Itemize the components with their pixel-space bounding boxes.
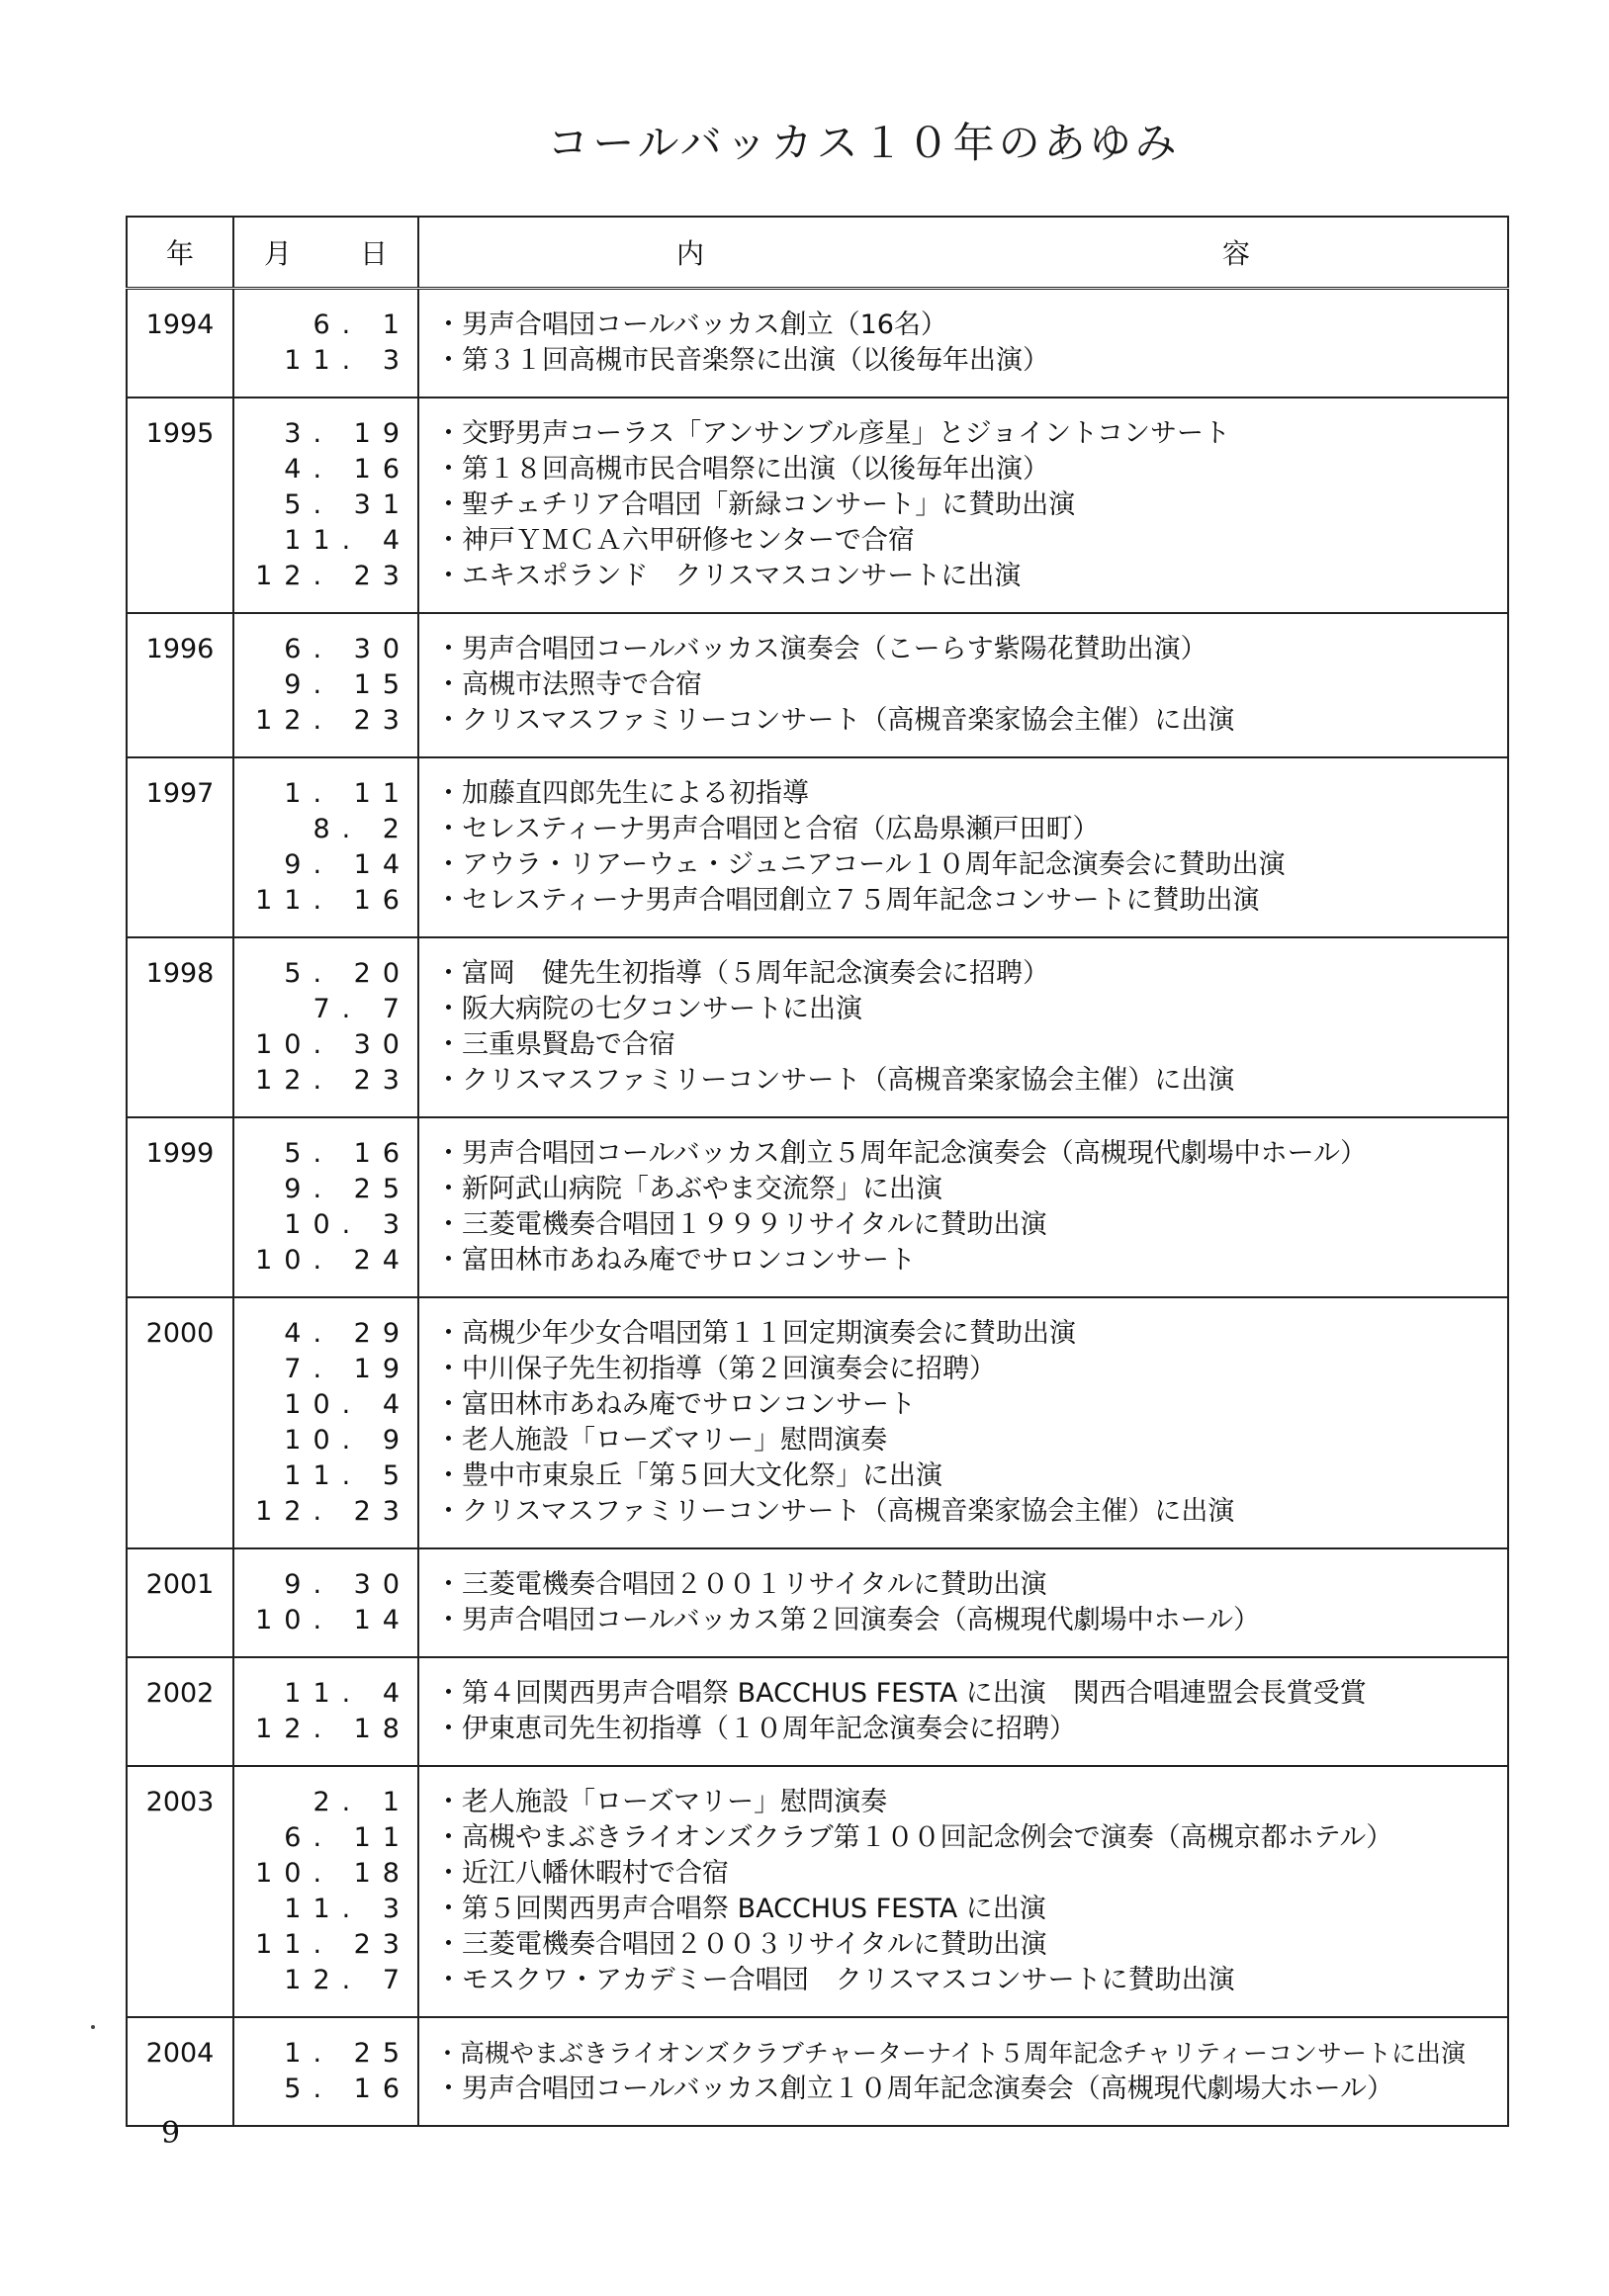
event-item: ・第３１回高槻市民音楽祭に出演（以後毎年出演） [435,345,1049,376]
event-item: ・中川保子先生初指導（第２回演奏会に招聘） [435,1354,996,1384]
event-item: ・男声合唱団コールバッカス創立１０周年記念演奏会（高槻現代劇場大ホール） [435,2074,1394,2104]
row-dates [233,2017,418,2126]
table-row [127,1657,1508,1766]
date-entry: 12. 23 [255,561,411,591]
event-item: ・豊中市東泉丘「第５回大文化祭」に出演 [435,1460,942,1491]
event-item: ・新阿武山病院「あぶやま交流祭」に出演 [435,1174,942,1204]
row-year: 2001 [127,1548,233,1657]
table-row [127,1297,1508,1548]
page-number: 9 [161,2116,181,2151]
table-row [127,937,1508,1117]
date-entry: 12. 23 [255,1065,411,1096]
date-entry: 11. 3 [284,1894,411,1924]
header-day: 日 [359,237,388,270]
row-dates [233,1117,418,1297]
date-entry: 11. 4 [284,1678,411,1709]
date-entry: 12. 23 [255,1496,411,1527]
date-entry: 9. 30 [284,1569,411,1600]
date-entry: 11. 5 [284,1460,411,1491]
date-entry: 12. 7 [284,1965,411,1995]
event-item: ・三重県賢島で合宿 [435,1029,675,1060]
event-item: ・男声合唱団コールバッカス第２回演奏会（高槻現代劇場中ホール） [435,1605,1261,1635]
row-year: 1999 [127,1117,233,1297]
date-entry: 10. 24 [255,1245,411,1276]
date-entry: 10. 14 [255,1605,411,1635]
event-item: ・富田林市あねみ庵でサロンコンサート [435,1389,916,1420]
event-item: ・セレスティーナ男声合唱団創立７５周年記念コンサートに賛助出演 [435,885,1260,916]
header-content-b: 容 [1221,237,1250,270]
row-contents [418,397,1508,613]
date-entry: 3. 19 [284,418,411,449]
date-entry: 7. 7 [313,994,411,1024]
date-entry: 5. 16 [284,1138,411,1169]
date-entry: 5. 31 [284,489,411,520]
date-entry: 5. 20 [284,958,411,989]
table-row [127,289,1508,398]
event-item: ・三菱電機奏合唱団２００１リサイタルに賛助出演 [435,1569,1047,1600]
event-item: ・モスクワ・アカデミー合唱団 クリスマスコンサートに賛助出演 [435,1965,1235,1995]
date-entry: 11. 23 [255,1929,411,1960]
row-contents [418,1297,1508,1548]
date-entry: 12. 23 [255,705,411,736]
table-body [127,289,1508,2127]
table-row [127,1766,1508,2017]
history-table [126,216,1509,2127]
date-entry: 10. 9 [284,1425,411,1456]
row-dates [233,289,418,398]
date-entry: 4. 29 [284,1318,411,1349]
event-item: ・神戸ＹＭＣＡ六甲研修センターで合宿 [435,525,915,556]
date-entry: 8. 2 [313,814,411,844]
row-dates [233,1657,418,1766]
event-item: ・第４回関西男声合唱祭 BACCHUS FESTA に出演 関西合唱連盟会長賞受賞 [435,1678,1367,1709]
row-dates [233,397,418,613]
row-contents [418,1117,1508,1297]
event-item: ・高槻少年少女合唱団第１１回定期演奏会に賛助出演 [435,1318,1076,1349]
row-contents [418,937,1508,1117]
row-dates [233,757,418,937]
row-dates [233,937,418,1117]
page-title: コールバッカス１０年のあゆみ [547,119,1181,167]
row-year: 1996 [127,613,233,757]
row-dates [233,613,418,757]
date-entry: 11. 4 [284,525,411,556]
date-entry: 12. 18 [255,1714,411,1744]
row-year: 1997 [127,757,233,937]
header-content-a: 内 [676,237,705,270]
row-contents [418,289,1508,398]
row-contents [418,613,1508,757]
row-dates [233,1297,418,1548]
row-year: 2003 [127,1766,233,2017]
date-entry: 9. 15 [284,669,411,700]
table-row [127,1117,1508,1297]
event-item: ・高槻やまぶきライオンズクラブ第１００回記念例会で演奏（高槻京都ホテル） [435,1822,1393,1853]
event-item: ・近江八幡休暇村で合宿 [435,1858,729,1889]
table-row [127,613,1508,757]
row-year: 2002 [127,1657,233,1766]
event-item: ・高槻市法照寺で合宿 [435,669,702,700]
table-row [127,2017,1508,2126]
row-dates [233,1548,418,1657]
date-entry: 6. 11 [284,1822,411,1853]
event-item: ・男声合唱団コールバッカス演奏会（こーらす紫陽花賛助出演） [435,634,1207,664]
date-entry: 1. 11 [284,778,411,809]
event-item: ・高槻やまぶきライオンズクラブチャーターナイト５周年記念チャリティーコンサートに出演 [435,2039,1467,2068]
row-year: 2000 [127,1297,233,1548]
event-item: ・男声合唱団コールバッカス創立（16名） [435,309,947,340]
row-dates [233,1766,418,2017]
date-entry: 2. 1 [313,1787,411,1817]
event-item: ・セレスティーナ男声合唱団と合宿（広島県瀬戸田町） [435,814,1100,844]
event-item: ・富岡 健先生初指導（５周年記念演奏会に招聘） [435,958,1049,989]
date-entry: 4. 16 [284,454,411,485]
event-item: ・クリスマスファミリーコンサート（高槻音楽家協会主催）に出演 [435,1496,1235,1527]
table-header-row [127,217,1508,289]
event-item: ・聖チェチリア合唱団「新緑コンサート」に賛助出演 [435,489,1076,520]
row-year: 2004 [127,2017,233,2126]
event-item: ・エキスポランド クリスマスコンサートに出演 [435,561,1022,591]
event-item: ・交野男声コーラス「アンサンブル彦星」とジョイントコンサート [435,418,1231,449]
row-contents [418,1548,1508,1657]
table-row [127,757,1508,937]
date-entry: 10. 18 [255,1858,411,1889]
date-entry: 6. 1 [313,309,411,340]
event-item: ・老人施設「ローズマリー」慰問演奏 [435,1787,888,1817]
row-year: 1998 [127,937,233,1117]
date-entry: 5. 16 [284,2074,411,2104]
event-item: ・伊東恵司先生初指導（１０周年記念演奏会に招聘） [435,1714,1076,1744]
date-entry: 9. 14 [284,849,411,880]
row-contents [418,757,1508,937]
header-date [233,217,418,289]
event-item: ・三菱電機奏合唱団２００３リサイタルに賛助出演 [435,1929,1047,1960]
date-entry: 1. 25 [284,2038,411,2069]
table-row [127,1548,1508,1657]
table-row [127,397,1508,613]
row-contents [418,2017,1508,2126]
event-item: ・クリスマスファミリーコンサート（高槻音楽家協会主催）に出演 [435,1065,1235,1096]
date-entry: 6. 30 [284,634,411,664]
event-item: ・アウラ・リアーウェ・ジュニアコール１０周年記念演奏会に賛助出演 [435,849,1286,880]
event-item: ・男声合唱団コールバッカス創立５周年記念演奏会（高槻現代劇場中ホール） [435,1138,1368,1169]
event-item: ・クリスマスファミリーコンサート（高槻音楽家協会主催）に出演 [435,705,1235,736]
date-entry: 10. 4 [284,1389,411,1420]
event-item: ・阪大病院の七夕コンサートに出演 [435,994,862,1024]
event-item: ・富田林市あねみ庵でサロンコンサート [435,1245,916,1276]
row-year: 1995 [127,397,233,613]
row-year: 1994 [127,289,233,398]
row-contents [418,1766,1508,2017]
event-item: ・加藤直四郎先生による初指導 [435,778,809,809]
event-item: ・老人施設「ローズマリー」慰問演奏 [435,1425,888,1456]
date-entry: 7. 19 [284,1354,411,1384]
header-content [418,217,1508,289]
row-contents [418,1657,1508,1766]
scan-speck [91,2025,95,2029]
date-entry: 9. 25 [284,1174,411,1204]
date-entry: 11. 16 [255,885,411,916]
date-entry: 10. 3 [284,1209,411,1240]
date-entry: 11. 3 [284,345,411,376]
header-year: 年 [127,217,233,289]
event-item: ・三菱電機奏合唱団１９９９リサイタルに賛助出演 [435,1209,1047,1240]
event-item: ・第１８回高槻市民合唱祭に出演（以後毎年出演） [435,454,1049,485]
header-month: 月 [264,237,293,270]
event-item: ・第５回関西男声合唱祭 BACCHUS FESTA に出演 [435,1894,1046,1924]
date-entry: 10. 30 [255,1029,411,1060]
